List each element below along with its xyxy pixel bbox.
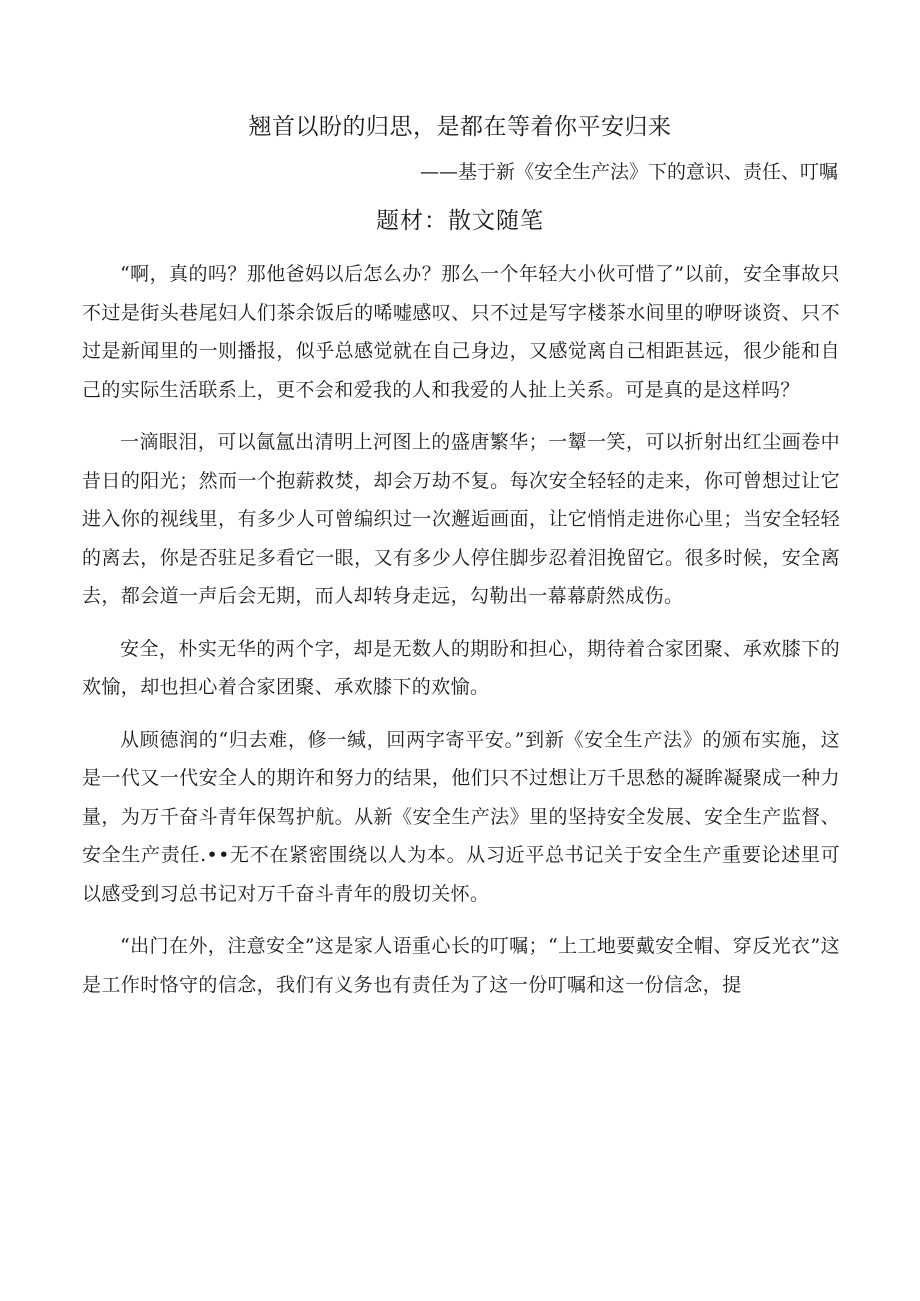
- paragraph: “啊，真的吗？那他爸妈以后怎么办？那么一个年轻大小伙可惜了”以前，安全事故只不过是街头巷尾妇人们茶余饭后的唏嘘感叹、只不过是写字楼茶水间里的咿呀谈资、只不过是新闻里的一则播报，似乎总感觉就在自己身边，又感觉离自己相距甚远，很少能和自己的实际生活联系上，更不会和爱我的人和我爱的人扯上关系。可是真的是这样吗？: [82, 263, 840, 401]
- document-subtitle: ——基于新《安全生产法》下的意识、责任、叮嘱: [419, 161, 838, 183]
- paragraph: “出门在外，注意安全”这是家人语重心长的叮嘱；“上工地要戴安全帽、穿反光衣”这是工作时恪守的信念，我们有义务也有责任为了这一份叮嘱和这一份信念，提: [82, 935, 840, 996]
- document-body: [82, 255, 840, 1018]
- document-genre: 题材：散文随笔: [376, 208, 544, 234]
- paragraph: 安全，朴实无华的两个字，却是无数人的期盼和担心，期待着合家团聚、承欢膝下的欢愉，却也担心着合家团聚、承欢膝下的欢愉。: [82, 637, 840, 698]
- paragraph: 一滴眼泪，可以氤氲出清明上河图上的盛唐繁华；一颦一笑，可以折射出红尘画卷中昔日的阳光；然而一个抱薪救焚，却会万劫不复。每次安全轻轻的走来，你可曾想过让它进入你的视线里，有多少人可曾编织过一次邂逅画面，让它悄悄走进你心里；当安全轻轻的离去，你是否驻足多看它一眼，又有多少人停住脚步忍着泪挽留它。很多时候，安全离去，都会道一声后会无期，而人却转身走远，勾勒出一幕幕蔚然成伤。: [82, 431, 840, 607]
- document-title: 翘首以盼的归思，是都在等着你平安归来: [248, 114, 672, 140]
- paragraph: 从顾德润的“归去难，修一缄，回两字寄平安。”到新《安全生产法》的颁布实施，这是一代又一代安全人的期许和努力的结果，他们只不过想让万千思愁的凝眸凝聚成一种力量，为万千奋斗青年保驾护航。从新《安全生产法》里的坚持安全发展、安全生产监督、安全生产责任.••无不在紧密围绕以人为本。从习近平总书记关于安全生产重要论述里可以感受到习总书记对万千奋斗青年的殷切关怀。: [82, 728, 840, 905]
